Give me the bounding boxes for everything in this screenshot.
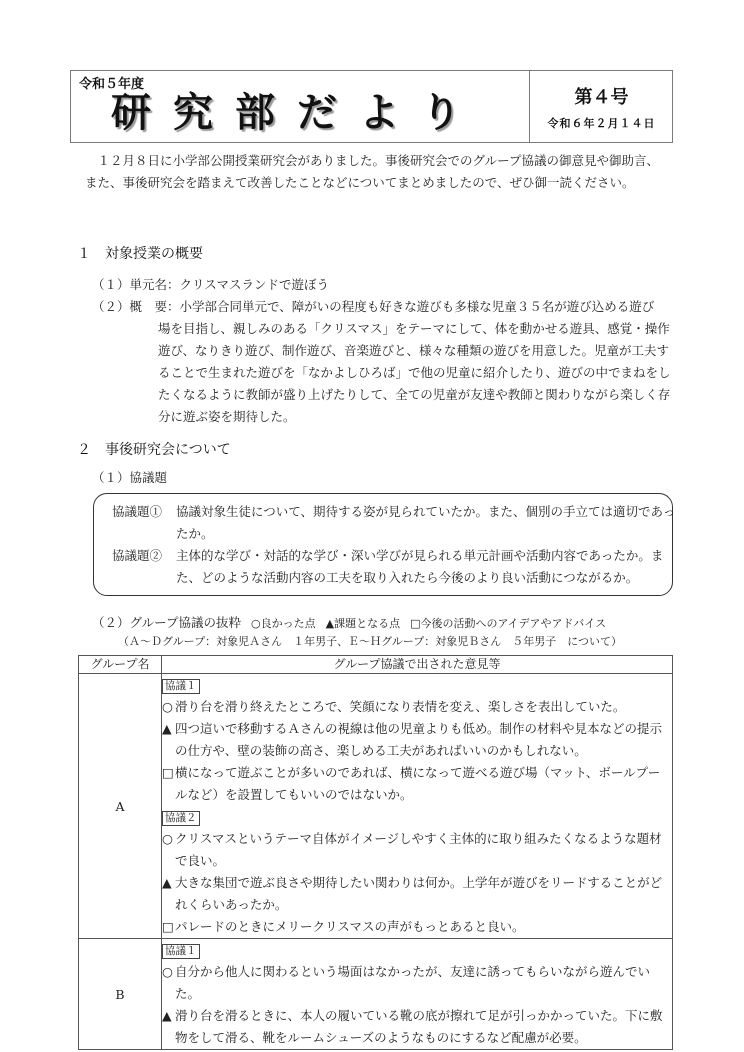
- unit-name-item: [92, 274, 329, 296]
- opinion-mark-icon: ▲: [162, 875, 172, 890]
- item-text: 小学部合同単元で、障がいの程度も好きな遊びも多様な児童３５名が遊び込める遊び: [179, 299, 655, 314]
- group-name-cell: A: [79, 674, 162, 939]
- discussion-topics-label: （１）協議題: [92, 470, 168, 485]
- group-discussion-label-row: [92, 612, 616, 635]
- opinion-mark-icon: □: [162, 765, 174, 780]
- opinions-cell: [162, 939, 673, 1050]
- overview-item: [92, 296, 654, 318]
- intro-paragraph: １２月８日に小学部公開授業研究会がありました。事後研究会でのグループ協議の御意見や御助言、また、事後研究会を踏まえて改善したことなどについてまとめましたので、ぜひ御一読ください。: [85, 153, 660, 190]
- section-number: １: [77, 246, 91, 262]
- section-1-heading: [77, 243, 203, 263]
- newsletter-header: [70, 70, 673, 143]
- section-title: 対象授業の概要: [105, 246, 203, 262]
- overview-continuation: 場を目指し、親しみのある「クリスマス」をテーマにして、体を動かせる遊具、感覚・操作遊び、なりきり遊び、制作遊び、音楽遊びと、様々な種類の遊びを用意した。児童が工夫することで生まれた遊びを「なかよしひろば」で他の児童に紹介したり、遊びの中でまねをしたくなるように教師が盛り上げたりして、全ての児童が友達や教師と関わりながら楽しく存分に遊ぶ姿を期待した。: [158, 321, 671, 424]
- topic-label: 協議題②: [112, 548, 163, 563]
- legend-good: ○良かった点: [251, 617, 316, 630]
- opinion-item: [162, 916, 672, 938]
- discussion-tag: 協議２: [162, 811, 200, 826]
- opinions-cell: [162, 674, 673, 939]
- section-2-heading: [77, 439, 231, 459]
- opinion-text: 滑り台を滑るときに、本人の履いている靴の底が擦れて足が引っかかっていた。下に敷物をして滑る、靴をルームシューズのようなものにするなど配慮が必要。: [175, 1008, 663, 1045]
- column-header-opinions: グループ協議で出された意見等: [162, 656, 673, 674]
- topic-text: 主体的な学び・対話的な学び・深い学びが見られる単元計画や活動内容であったか。また、どのような活動内容の工夫を取り入れたら今後のより良い活動につながるか。: [176, 548, 664, 585]
- opinion-text: 大きな集団で遊ぶ良さや期待したい関わりは何か。上学年が遊びをリードすることがどれくらいあったか。: [175, 875, 663, 912]
- legend: [251, 617, 616, 630]
- table-header-row: [79, 656, 673, 674]
- item-label: （１）単元名：: [92, 277, 180, 292]
- opinion-item: [162, 872, 672, 916]
- opinion-mark-icon: □: [162, 919, 174, 934]
- discussion-tag: 協議１: [162, 679, 200, 694]
- discussion-tag: 協議１: [162, 944, 200, 959]
- table-row: [79, 939, 673, 1050]
- item-text: クリスマスランドで遊ぼう: [179, 277, 330, 292]
- column-header-group: グループ名: [79, 656, 162, 674]
- group-discussion-label: （２）グループ協議の抜粋: [92, 615, 242, 630]
- opinion-mark-icon: ○: [162, 831, 173, 846]
- section-number: ２: [77, 442, 91, 458]
- fiscal-year-label: 令和５年度: [79, 77, 145, 92]
- group-target-note: （Ａ～Ｄグループ：対象児Ａさん １年男子、Ｅ～Ｈグループ：対象児Ｂさん ５年男子 について）: [118, 635, 623, 648]
- opinion-mark-icon: ▲: [162, 1008, 172, 1023]
- opinion-text: 滑り台を滑り終えたところで、笑顔になり表情を変え、楽しさを表出していた。: [175, 699, 626, 714]
- group-discussion-table: [78, 655, 673, 1050]
- topic-text: 協議対象生徒について、期待する姿が見られていたか。また、個別の手立ては適切であったか。: [176, 504, 676, 541]
- group-name-cell: B: [79, 939, 162, 1050]
- opinion-item: [162, 762, 672, 806]
- opinion-text: 横になって遊ぶことが多いのであれば、横になって遊べる遊び場（マット、ボールプールなど）を設置してもいいのではないか。: [175, 765, 661, 802]
- opinion-mark-icon: ▲: [162, 721, 172, 736]
- newsletter-title: 研究部だより: [111, 90, 483, 136]
- discussion-topics-box: [93, 493, 676, 596]
- issue-date: 令和６年２月１４日: [547, 117, 656, 130]
- opinion-mark-icon: ○: [162, 964, 173, 979]
- opinion-text: クリスマスというテーマ自体がイメージしやすく主体的に取り組みたくなるような題材で良い。: [175, 831, 662, 868]
- opinion-item: [162, 828, 672, 872]
- item-label: （２）概 要：: [92, 299, 180, 314]
- topic-label: 協議題①: [112, 504, 163, 519]
- issue-number: 第４号: [574, 87, 629, 108]
- opinion-text: 自分から他人に関わるという場面はなかったが、友達に誘ってもらいながら遊んでいた。: [175, 964, 651, 1001]
- section-title: 事後研究会について: [105, 442, 231, 458]
- opinion-item: [162, 718, 672, 762]
- opinion-item: [162, 696, 672, 718]
- opinion-item: [162, 961, 672, 1005]
- opinion-text: パレードのときにメリークリスマスの声がもっとあると良い。: [175, 919, 525, 934]
- legend-issue: ▲課題となる点: [325, 617, 401, 630]
- opinion-mark-icon: ○: [162, 699, 173, 714]
- table-row: [79, 674, 673, 939]
- legend-idea: □今後の活動へのアイデアやアドバイス: [410, 617, 607, 630]
- opinion-text: 四つ這いで移動するＡさんの視線は他の児童よりも低め。制作の材料や見本などの提示の仕方や、壁の装飾の高さ、楽しめる工夫があればいいのかもしれない。: [175, 721, 663, 758]
- opinion-item: [162, 1005, 672, 1049]
